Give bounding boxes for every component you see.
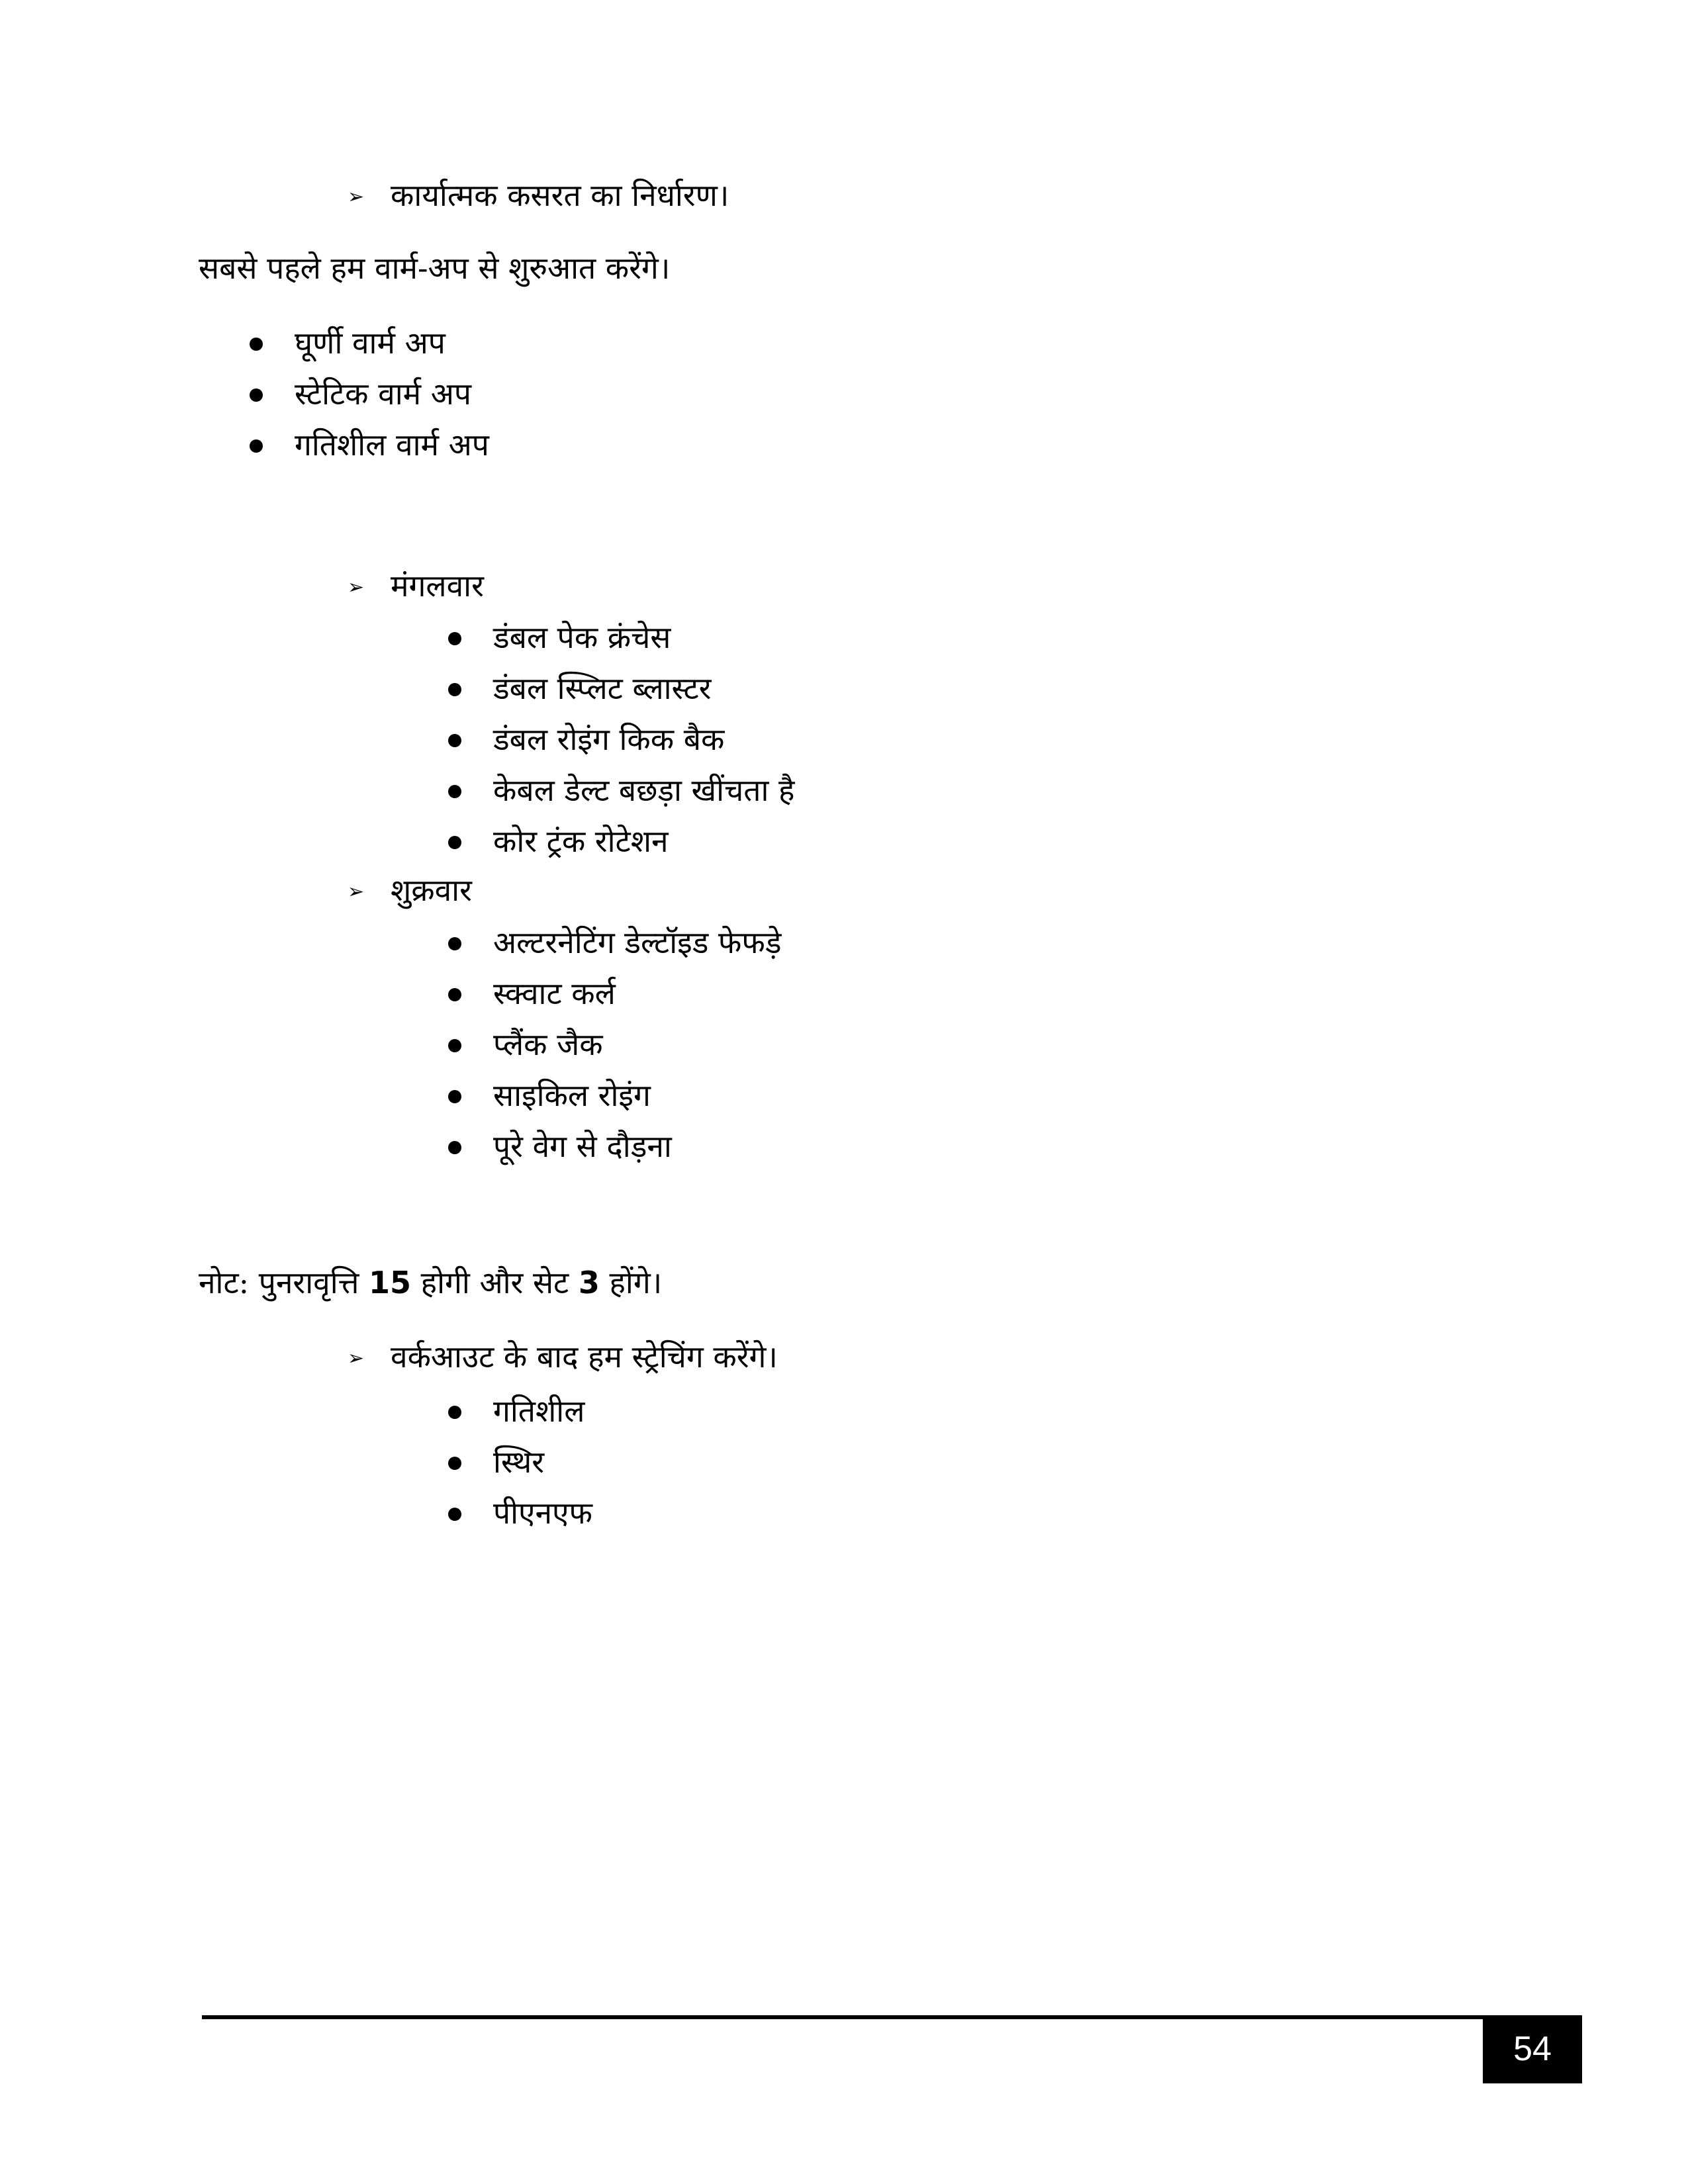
list-item-stretching: पीएनएफ <box>493 1495 592 1531</box>
note-text-2: होगी और सेट <box>411 1265 579 1300</box>
note-text-3: होंगे। <box>599 1265 663 1300</box>
list-item-tuesday: डंबल पेक क्रंचेस <box>493 619 671 655</box>
footer-divider <box>202 2015 1483 2019</box>
arrow-bullet-icon: ➢ <box>348 880 365 903</box>
bullet-icon <box>448 734 461 747</box>
bullet-icon <box>448 785 461 798</box>
list-item-friday: स्क्वाट कर्ल <box>493 976 616 1011</box>
bullet-icon <box>448 1406 461 1419</box>
list-item-warmup: घूर्णी वार्म अप <box>295 325 445 361</box>
page-number: 54 <box>1483 2015 1582 2083</box>
list-item-warmup: स्टेटिक वार्म अप <box>295 376 472 412</box>
bullet-icon <box>448 1090 461 1103</box>
note-paragraph <box>199 1263 662 1302</box>
note-prefix: नोट: <box>199 1265 250 1300</box>
arrow-bullet-icon: ➢ <box>348 576 365 599</box>
stretching-intro: वर्कआउट के बाद हम स्ट्रेचिंग करेंगे। <box>391 1339 778 1375</box>
note-reps-value: 15 <box>369 1265 412 1300</box>
bullet-icon <box>448 1508 461 1521</box>
bullet-icon <box>448 632 461 645</box>
bullet-icon <box>250 439 263 453</box>
bullet-icon <box>448 1141 461 1154</box>
note-sets-value: 3 <box>578 1265 600 1300</box>
list-item-tuesday: केबल डेल्ट बछड़ा खींचता है <box>493 772 795 808</box>
note-text-1: पुनरावृत्ति <box>249 1265 369 1300</box>
arrow-bullet-icon: ➢ <box>348 1347 365 1370</box>
bullet-icon <box>250 338 263 351</box>
paragraph-warmup-intro: सबसे पहले हम वार्म-अप से शुरुआत करेंगे। <box>199 250 671 286</box>
list-item-friday: अल्टरनेटिंग डेल्टॉइड फेफड़े <box>493 925 782 960</box>
heading-tuesday: मंगलवार <box>391 568 484 604</box>
bullet-icon <box>448 1039 461 1052</box>
bullet-icon <box>448 988 461 1001</box>
bullet-icon <box>448 1457 461 1470</box>
list-item-tuesday: कोर ट्रंक रोटेशन <box>493 823 669 859</box>
list-item-warmup: गतिशील वार्म अप <box>295 427 489 463</box>
arrow-bullet-icon: ➢ <box>348 185 365 208</box>
bullet-icon <box>448 937 461 950</box>
list-item-stretching: स्थिर <box>493 1444 545 1480</box>
list-item-friday: पूरे वेग से दौड़ना <box>493 1128 672 1164</box>
bullet-icon <box>448 836 461 849</box>
bullet-icon <box>250 388 263 402</box>
bullet-icon <box>448 683 461 696</box>
list-item-functional-workout: कार्यात्मक कसरत का निर्धारण। <box>391 177 729 213</box>
list-item-tuesday: डंबल रोइंग किक बैक <box>493 721 725 757</box>
heading-friday: शुक्रवार <box>391 872 472 908</box>
list-item-stretching: गतिशील <box>493 1393 585 1429</box>
list-item-friday: साइकिल रोइंग <box>493 1077 651 1113</box>
list-item-friday: प्लैंक जैक <box>493 1026 603 1062</box>
list-item-tuesday: डंबल स्प्लिट ब्लास्टर <box>493 670 712 706</box>
